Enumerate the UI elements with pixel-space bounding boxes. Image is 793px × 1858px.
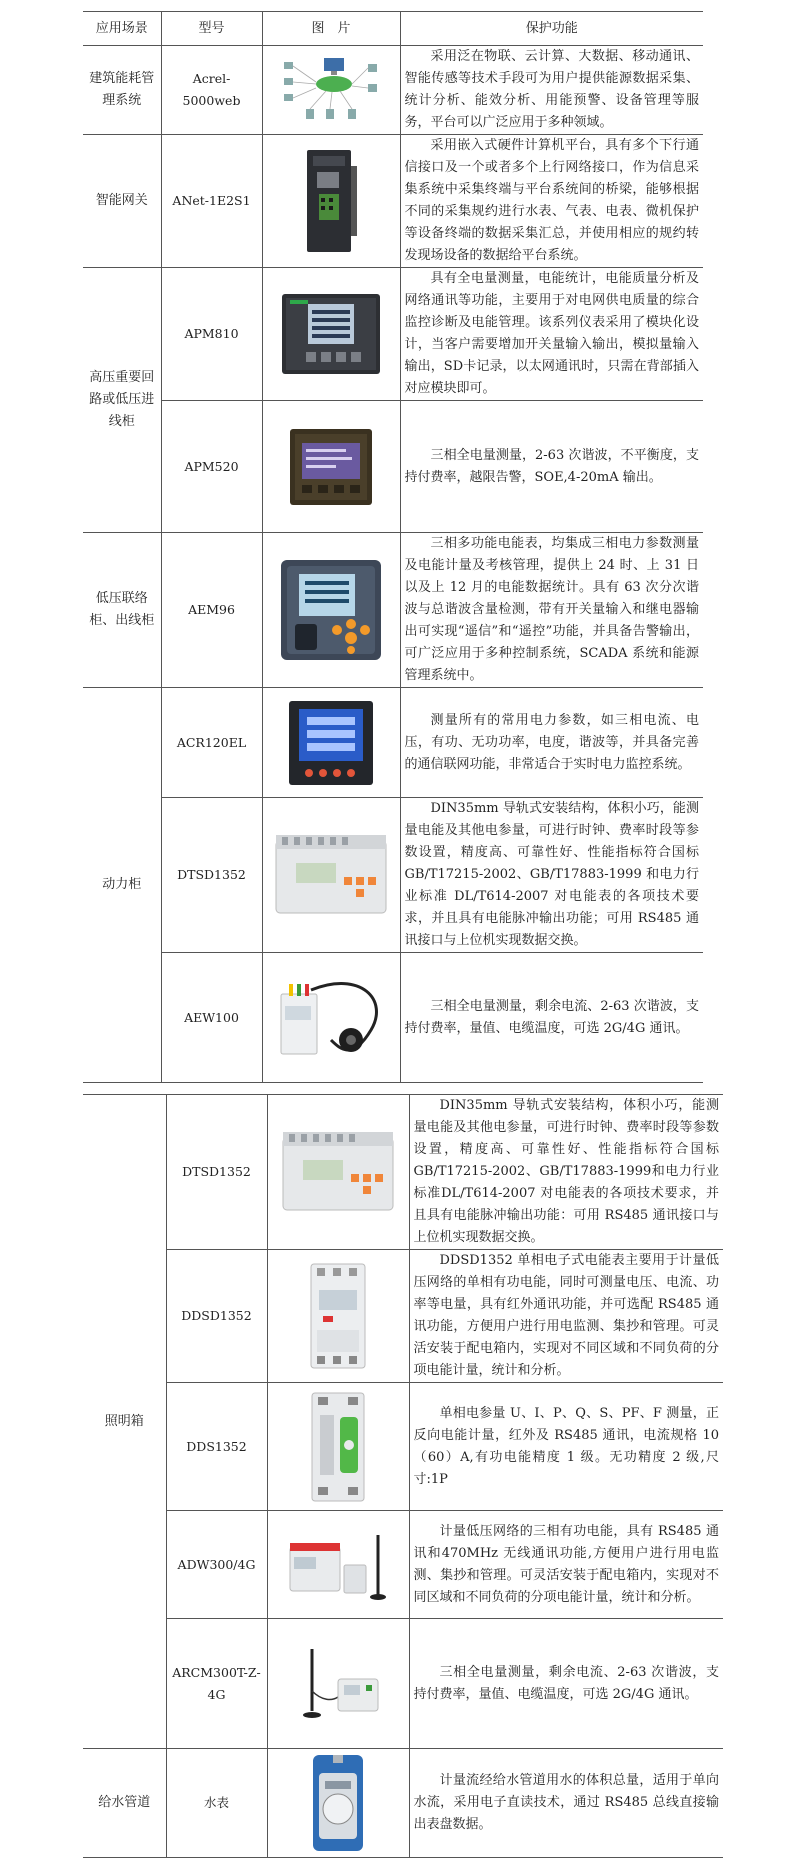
acr120el-meter-icon: [262, 688, 400, 798]
scene-cell: 低压联络柜、出线柜: [83, 533, 161, 688]
ddsd1352-meter-icon: [267, 1250, 409, 1383]
apm520-meter-icon: [262, 401, 400, 533]
function-cell: 采用泛在物联、云计算、大数据、移动通讯、智能传感等技术手段可为用户提供能源数据采集、统计分析、能效分析、用能预警、设备管理等服务，平台可以广泛应用于多种领域。: [400, 46, 703, 135]
function-cell: 三相全电量测量，2-63 次谐波，不平衡度，支持付费率，越限告警，SOE,4-20mA 输出。: [400, 401, 703, 533]
dds1352-meter-icon: [267, 1383, 409, 1511]
header-function: 保护功能: [400, 12, 703, 46]
gateway-device-icon: [262, 135, 400, 268]
adw300-wireless-meter-icon: [267, 1511, 409, 1619]
dtsd1352-din-meter-icon: [267, 1095, 409, 1250]
product-table-1: [83, 11, 703, 1083]
model-cell: AEW100: [161, 953, 262, 1083]
apm810-meter-icon: [262, 268, 400, 401]
table-row: [83, 533, 703, 688]
model-cell: APM520: [161, 401, 262, 533]
system-diagram-icon: [262, 46, 400, 135]
table-row: [83, 268, 703, 401]
model-cell: ADW300/4G: [166, 1511, 267, 1619]
scene-cell: 智能网关: [83, 135, 161, 268]
table-row: [83, 401, 703, 533]
function-cell: 三相全电量测量，剩余电流、2-63 次谐波，支持付费率，量值、电缆温度，可选 2G/4G 通讯。: [400, 953, 703, 1083]
model-cell: ARCM300T-Z-4G: [166, 1619, 267, 1749]
header-image: 图 片: [262, 12, 400, 46]
scene-cell: 建筑能耗管理系统: [83, 46, 161, 135]
table-row: [83, 1095, 723, 1250]
table-row: [83, 1511, 723, 1619]
model-cell: APM810: [161, 268, 262, 401]
function-cell: 单相电参量 U、I、P、Q、S、PF、F 测量，正反向电能计量，红外及 RS485 通讯，电流规格 10（60）A,有功电能精度 1 级。无功精度 2 级,尺寸:1P: [409, 1383, 723, 1511]
model-cell: ACR120EL: [161, 688, 262, 798]
table-row: [83, 46, 703, 135]
header-row: [83, 12, 703, 46]
table-row: [83, 1749, 723, 1858]
scene-cell: 照明箱: [83, 1095, 166, 1749]
table-row: [83, 1383, 723, 1511]
function-cell: 三相全电量测量，剩余电流、2-63 次谐波，支持付费率，量值、电缆温度，可选 2G/4G 通讯。: [409, 1619, 723, 1749]
header-model: 型号: [161, 12, 262, 46]
function-cell: 测量所有的常用电力参数，如三相电流、电压，有功、无功功率，电度，谐波等，并具备完善的通信联网功能，非常适合于实时电力监控系统。: [400, 688, 703, 798]
function-cell: DIN35mm 导轨式安装结构，体积小巧，能测量电能及其他电参量，可进行时钟、费率时段等参数设置，精度高、可靠性好、性能指标符合国标 GB/T17215-2002、GB/T17883-1999 和电力行业标准 DL/T614-2007 对电能表的各项技术要求，并且具有电能脉冲输出功能；可用 RS485 通讯接口与上位机实现数据交换。: [400, 798, 703, 953]
scene-cell: 高压重要回路或低压进线柜: [83, 268, 161, 533]
model-cell: DTSD1352: [166, 1095, 267, 1250]
function-cell: DIN35mm 导轨式安装结构，体积小巧，能测量电能及其他电参量，可进行时钟、费率时段等参数设置，精度高、可靠性好、性能指标符合国标GB/T17215-2002、GB/T17883-1999和电力行业标准DL/T614-2007 对电能表的各项技术要求，并且具有电能脉冲输出功能：可用 RS485 通讯接口与上位机实现数据交换。: [409, 1095, 723, 1250]
table-row: [83, 953, 703, 1083]
model-cell: DDS1352: [166, 1383, 267, 1511]
model-cell: DDSD1352: [166, 1250, 267, 1383]
model-cell: Acrel-5000web: [161, 46, 262, 135]
table-row: [83, 1250, 723, 1383]
model-cell: AEM96: [161, 533, 262, 688]
table-row: [83, 798, 703, 953]
function-cell: 采用嵌入式硬件计算机平台，具有多个下行通信接口及一个或者多个上行网络接口，作为信息采集系统中采集终端与平台系统间的桥梁，能够根据不同的采集规约进行水表、气表、电表、微机保护等设备终端的数据采集汇总，并使用相应的规约转发现场设备的数据给平台系统。: [400, 135, 703, 268]
aew100-meter-icon: [262, 953, 400, 1083]
header-scene: 应用场景: [83, 12, 161, 46]
function-cell: 三相多功能电能表，均集成三相电力参数测量及电能计量及考核管理，提供上 24 时、上 31 日以及上 12 月的电能数据统计。具有 63 次分次谐波与总谐波含量检测，带有开关量输入和继电器输出可实现“遥信”和“遥控”功能，并具备告警输出，可广泛应用于多种控制系统，SCADA 系统和能源管理系统中。: [400, 533, 703, 688]
function-cell: 计量流经给水管道用水的体积总量，适用于单向水流，采用电子直读技术，通过 RS485 总线直接输出表盘数据。: [409, 1749, 723, 1858]
dtsd1352-din-meter-icon: [262, 798, 400, 953]
product-table-2: [83, 1094, 723, 1858]
water-meter-icon: [267, 1749, 409, 1858]
model-cell: DTSD1352: [161, 798, 262, 953]
scene-cell: 给水管道: [83, 1749, 166, 1858]
scene-cell: 动力柜: [83, 688, 161, 1083]
function-cell: 具有全电量测量，电能统计，电能质量分析及网络通讯等功能，主要用于对电网供电质量的综合监控诊断及电能管理。该系列仪表采用了模块化设计，当客户需要增加开关量输入输出，模拟量输入输出，SD卡记录，以太网通讯时，只需在背部插入对应模块即可。: [400, 268, 703, 401]
table-row: [83, 135, 703, 268]
model-cell: 水表: [166, 1749, 267, 1858]
arcm300t-meter-icon: [267, 1619, 409, 1749]
function-cell: DDSD1352 单相电子式电能表主要用于计量低压网络的单相有功电能，同时可测量电压、电流、功率等电量，具有红外通讯功能，并可选配 RS485 通讯功能，方便用户进行用电监测、集抄和管理。可灵活安装于配电箱内，实现对不同区域和不同负荷的分项电能计量，统计和分析。: [409, 1250, 723, 1383]
table-row: [83, 1619, 723, 1749]
aem96-meter-icon: [262, 533, 400, 688]
function-cell: 计量低压网络的三相有功电能，具有 RS485 通讯和470MHz 无线通讯功能,方便用户进行用电监测、集抄和管理。可灵活安装于配电箱内，实现对不同区域和不同负荷的分项电能计量，统计和分析。: [409, 1511, 723, 1619]
table-row: [83, 688, 703, 798]
model-cell: ANet-1E2S1: [161, 135, 262, 268]
